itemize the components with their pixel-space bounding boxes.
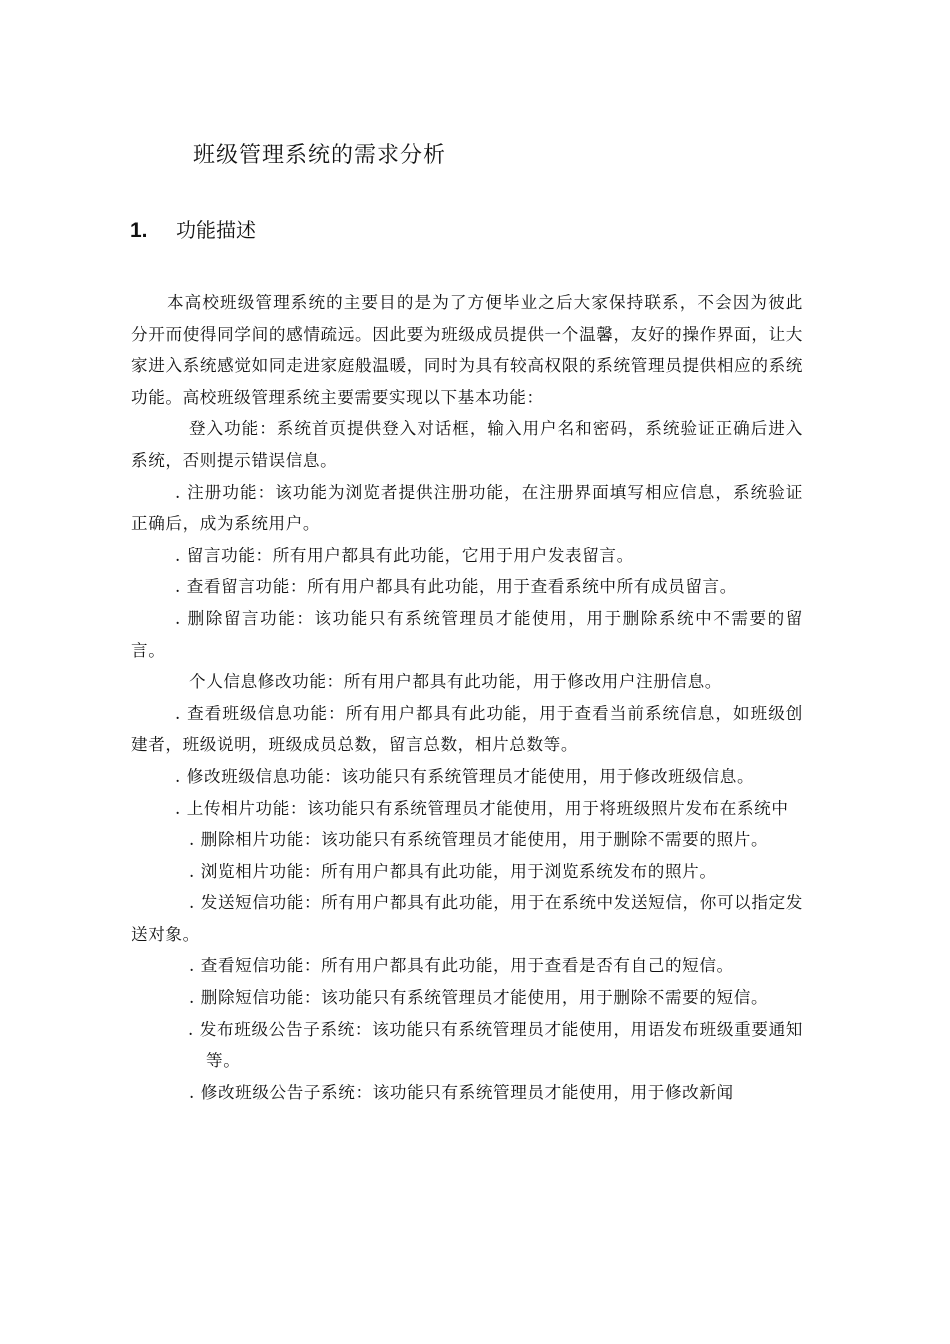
feature-send-sms: . 发送短信功能：所有用户都具有此功能，用于在系统中发送短信，你可以指定发送对象。: [131, 893, 803, 944]
section-number: 1.: [130, 219, 148, 242]
feature-edit-profile: 个人信息修改功能：所有用户都具有此功能，用于修改用户注册信息。: [189, 672, 723, 692]
feature-login: 登入功能：系统首页提供登入对话框，输入用户名和密码，系统验证正确后进入系统，否则提示错误信息。: [131, 419, 803, 470]
document-body: [131, 287, 803, 1108]
section-heading: [130, 214, 256, 243]
feature-register: . 注册功能：该功能为浏览者提供注册功能，在注册界面填写相应信息，系统验证正确后，成为系统用户。: [131, 482, 803, 534]
feature-publish-notice: . 发布班级公告子系统：该功能只有系统管理员才能使用，用语发布班级重要通知等。: [188, 1019, 803, 1071]
document-title: 班级管理系统的需求分析: [193, 143, 447, 168]
feature-view-sms: . 查看短信功能：所有用户都具有此功能，用于查看是否有自己的短信。: [189, 956, 734, 976]
feature-delete-messages: . 删除留言功能：该功能只有系统管理员才能使用，用于删除系统中不需要的留言。: [131, 608, 803, 660]
feature-browse-photos: . 浏览相片功能：所有用户都具有此功能，用于浏览系统发布的照片。: [189, 861, 717, 881]
feature-edit-class-info: . 修改班级信息功能：该功能只有系统管理员才能使用，用于修改班级信息。: [175, 766, 755, 786]
feature-delete-photo: . 删除相片功能：该功能只有系统管理员才能使用，用于删除不需要的照片。: [189, 830, 769, 850]
intro-paragraph: 本高校班级管理系统的主要目的是为了方便毕业之后大家保持联系，不会因为彼此分开而使得同学间的感情疏远。因此要为班级成员提供一个温馨，友好的操作界面，让大家进入系统感觉如同走进家庭般温暖，同时为具有较高权限的系统管理员提供相应的系统功能。高校班级管理系统主要需要实现以下基本功能：: [131, 293, 803, 407]
feature-delete-sms: . 删除短信功能：该功能只有系统管理员才能使用，用于删除不需要的短信。: [189, 988, 769, 1008]
feature-view-class-info: . 查看班级信息功能：所有用户都具有此功能，用于查看当前系统信息，如班级创建者，班级说明，班级成员总数，留言总数，相片总数等。: [131, 703, 803, 755]
section-title: 功能描述: [176, 218, 256, 242]
feature-edit-notice: . 修改班级公告子系统：该功能只有系统管理员才能使用，用于修改新闻: [189, 1082, 734, 1102]
feature-view-messages: . 查看留言功能：所有用户都具有此功能，用于查看系统中所有成员留言。: [175, 577, 737, 597]
feature-leave-message: . 留言功能：所有用户都具有此功能，它用于用户发表留言。: [175, 545, 634, 565]
feature-upload-photo: . 上传相片功能：该功能只有系统管理员才能使用，用于将班级照片发布在系统中: [175, 798, 789, 818]
